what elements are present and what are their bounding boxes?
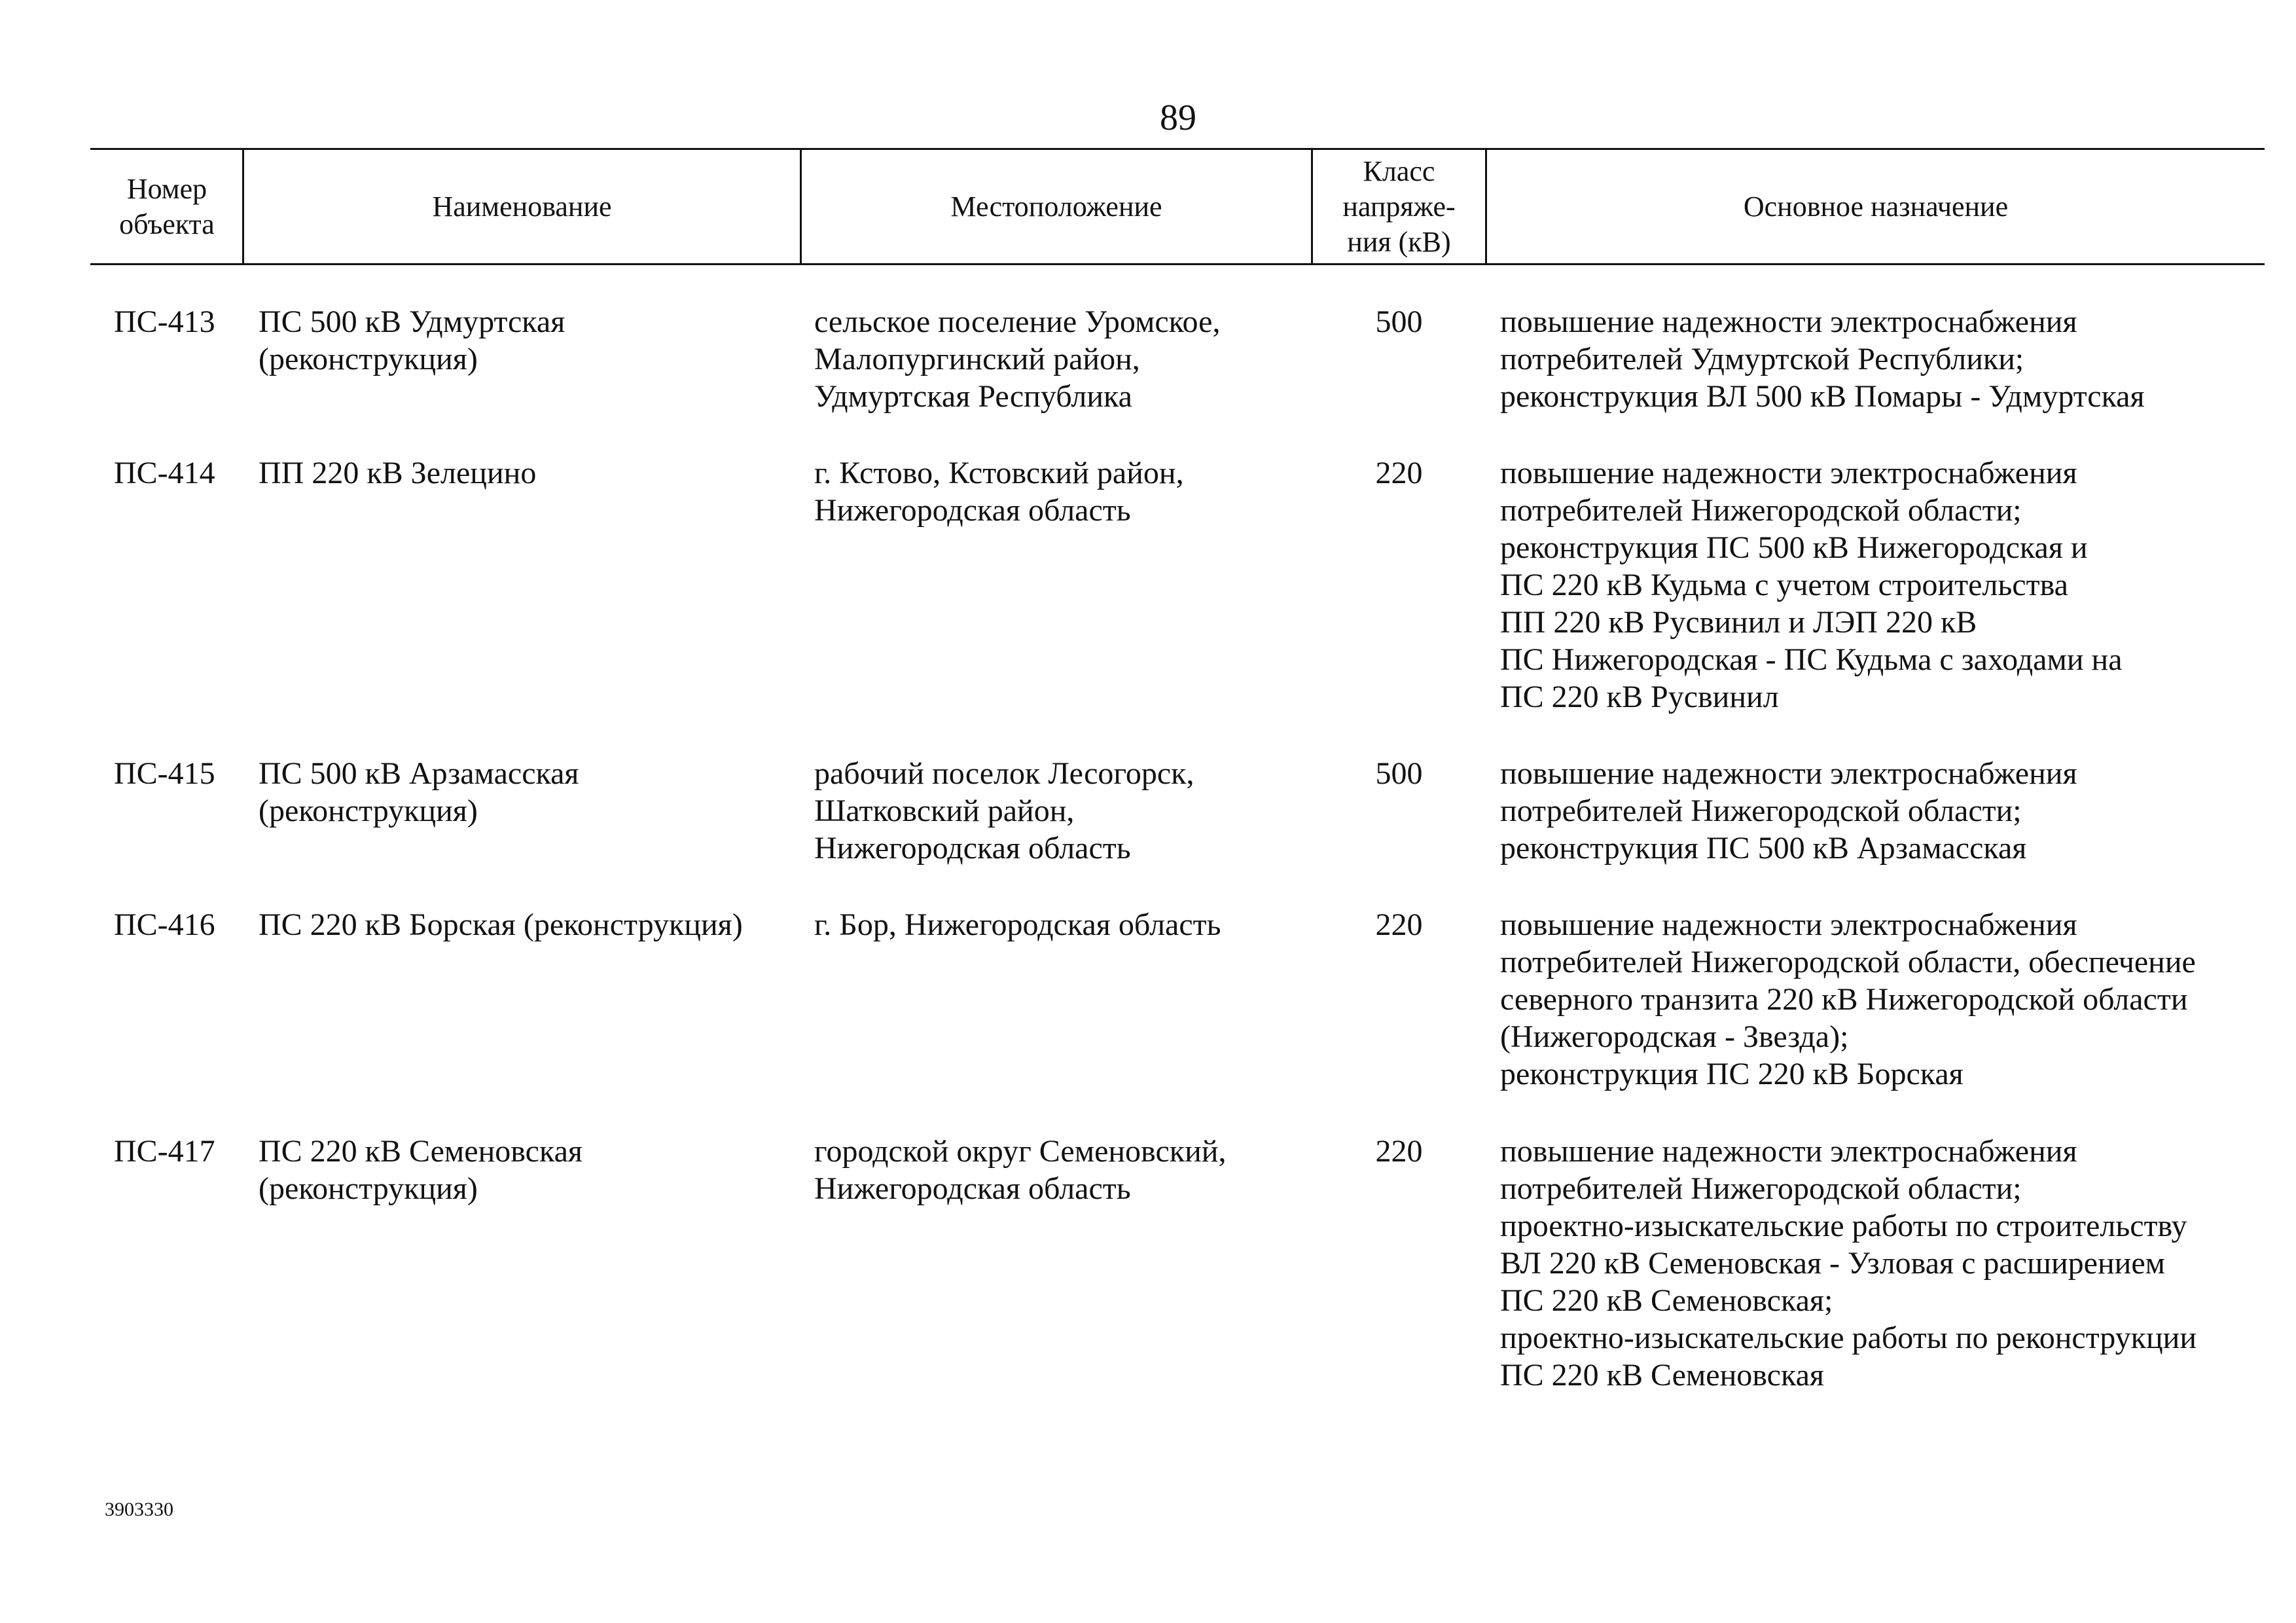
row-3-number: ПС-415 xyxy=(114,756,215,791)
row-1-location: сельское поселение Уромское, Малопургинский район, Удмуртская Республика xyxy=(814,304,1221,414)
row-5-name: ПС 220 кВ Семеновская (реконструкция) xyxy=(259,1134,583,1206)
row-5-location: городской округ Семеновский, Нижегородская область xyxy=(814,1134,1227,1206)
header-name xyxy=(244,150,800,263)
row-4-purpose: повышение надежности электроснабжения потребителей Нижегородской области, обеспечение северного транзита 220 кВ Нижегородской области (Нижегородская - Звезда); реконструкция ПС 220 кВ Борская xyxy=(1500,907,2196,1091)
page-number: 89 xyxy=(1160,98,1196,138)
row-2-purpose: повышение надежности электроснабжения потребителей Нижегородской области; реконструкция ПС 500 кВ Нижегородская и ПС 220 кВ Кудьма с учетом строительства ПП 220 кВ Русвинил и ЛЭП 220 кВ ПС Нижегородская - ПС Кудьма с заходами на ПС 220 кВ Русвинил xyxy=(1500,456,2123,714)
row-4-location: г. Бор, Нижегородская область xyxy=(814,907,1221,942)
row-2-location: г. Кстово, Кстовский район, Нижегородская область xyxy=(814,456,1184,528)
row-1-voltage: 500 xyxy=(1375,304,1423,339)
header-voltage-text: Класс напряже- ния (кВ) xyxy=(1342,155,1456,258)
header-name-text: Наименование xyxy=(432,190,612,223)
header-number xyxy=(92,150,242,263)
row-2-number: ПС-414 xyxy=(114,456,215,490)
row-3-purpose: повышение надежности электроснабжения потребителей Нижегородской области; реконструкция ПС 500 кВ Арзамасская xyxy=(1500,756,2077,866)
row-3-name: ПС 500 кВ Арзамасская (реконструкция) xyxy=(259,756,579,828)
document-code: 3903330 xyxy=(105,1499,173,1520)
row-2-voltage: 220 xyxy=(1375,456,1423,490)
row-5-number: ПС-417 xyxy=(114,1134,215,1169)
row-3-voltage: 500 xyxy=(1375,756,1423,791)
header-voltage xyxy=(1313,150,1485,263)
row-4-number: ПС-416 xyxy=(114,907,215,942)
row-5-voltage: 220 xyxy=(1375,1134,1423,1169)
row-2-name: ПП 220 кВ Зелецино xyxy=(259,456,537,490)
row-4-name: ПС 220 кВ Борская (реконструкция) xyxy=(259,907,743,942)
row-5-purpose: повышение надежности электроснабжения потребителей Нижегородской области; проектно-изыскательские работы по строительству ВЛ 220 кВ Семеновская - Узловая с расширением ПС 220 кВ Семеновская; проектно-изыскательские работы по реконструкции ПС 220 кВ Семеновская xyxy=(1500,1134,2197,1393)
header-purpose xyxy=(1487,150,2265,263)
header-location-text: Местоположение xyxy=(950,190,1162,223)
row-4-voltage: 220 xyxy=(1375,907,1423,942)
table-header-bottom-rule xyxy=(90,263,2265,265)
row-1-name: ПС 500 кВ Удмуртская (реконструкция) xyxy=(259,304,565,376)
row-1-number: ПС-413 xyxy=(114,304,215,339)
row-3-location: рабочий поселок Лесогорск, Шатковский район, Нижегородская область xyxy=(814,756,1194,866)
header-location xyxy=(802,150,1311,263)
header-number-text: Номер объекта xyxy=(119,172,215,240)
row-1-purpose: повышение надежности электроснабжения потребителей Удмуртской Республики; реконструкция ВЛ 500 кВ Помары - Удмуртская xyxy=(1500,304,2145,414)
header-purpose-text: Основное назначение xyxy=(1743,190,2009,223)
